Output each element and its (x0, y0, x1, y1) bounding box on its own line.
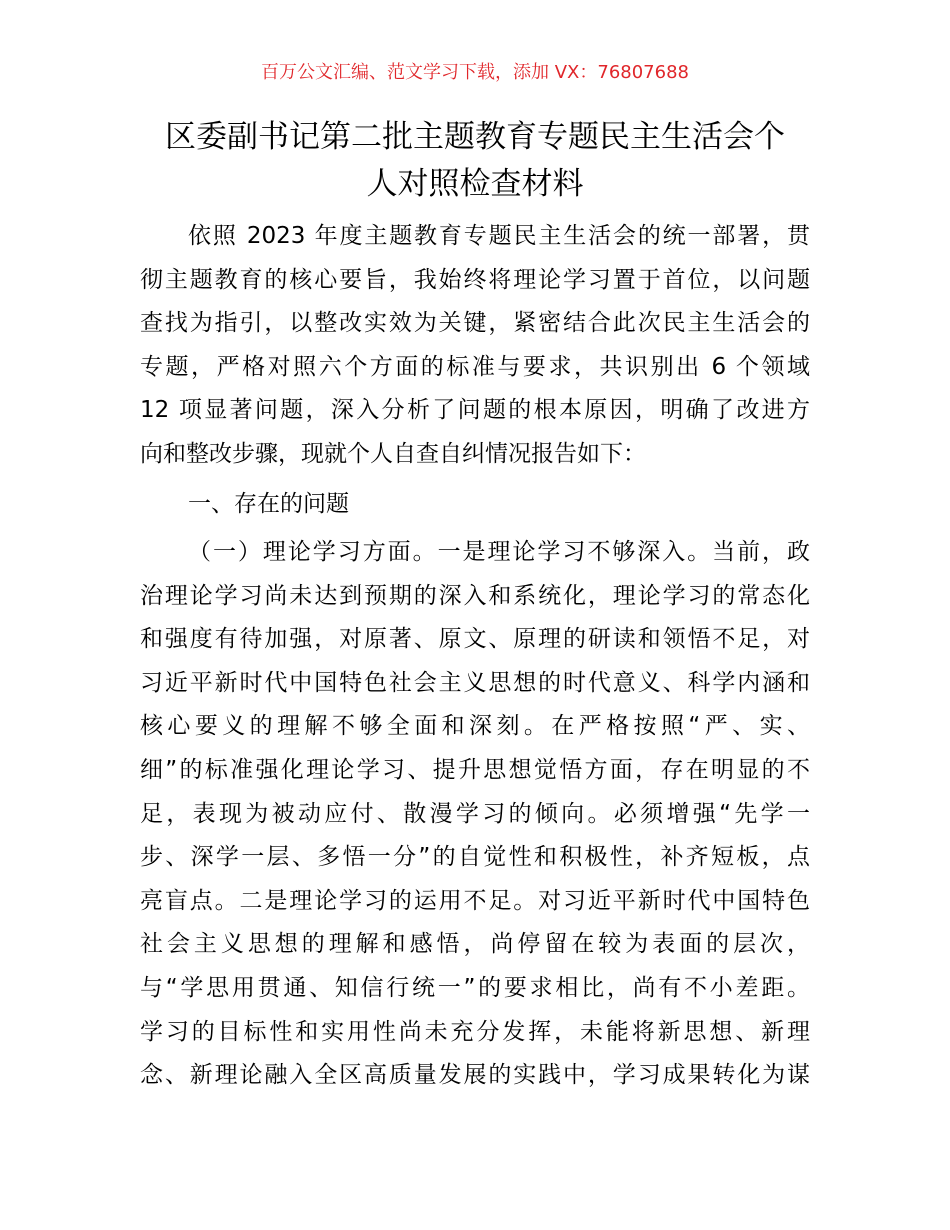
text-line: 步、深学一层、多悟一分”的自觉性和积极性，补齐短板，点 (140, 844, 810, 871)
text-line: 细”的标准强化理论学习、提升思想觉悟方面，存在明显的不 (140, 756, 810, 783)
text-line: 彻主题教育的核心要旨，我始终将理论学习置于首位，以问题 (140, 266, 810, 293)
text-line: 亮盲点。二是理论学习的运用不足。对习近平新时代中国特色 (140, 887, 810, 914)
section-1-paragraph (140, 531, 810, 1098)
text-line: 向和整改步骤，现就个人自查自纠情况报告如下： (140, 440, 646, 467)
text-line: 查找为指引，以整改实效为关键，紧密结合此次民主生活会的 (140, 310, 810, 337)
intro-paragraph (140, 215, 810, 477)
title-line: 区委副书记第二批主题教育专题民主生活会个 (165, 119, 785, 155)
title-line: 人对照检查材料 (366, 166, 584, 202)
text-line: 专题，严格对照六个方面的标准与要求，共识别出 6 个领域 (140, 353, 810, 380)
text-line: 念、新理论融入全区高质量发展的实践中，学习成果转化为谋 (140, 1062, 810, 1089)
text-line: 习近平新时代中国特色社会主义思想的时代意义、科学内涵和 (140, 669, 810, 696)
document-title (130, 114, 820, 208)
text-line: 与“学思用贯通、知信行统一”的要求相比，尚有不小差距。 (140, 974, 810, 1001)
text-line: 足，表现为被动应付、散漫学习的倾向。必须增强“先学一 (140, 800, 810, 827)
text-line: 社会主义思想的理解和感悟，尚停留在较为表面的层次， (140, 931, 810, 958)
section-heading (140, 483, 810, 527)
heading-text: 一、存在的问题 (188, 491, 349, 517)
text-line: 学习的目标性和实用性尚未充分发挥，未能将新思想、新理 (140, 1018, 810, 1045)
text-line: 依照 2023 年度主题教育专题民主生活会的统一部署，贯 (188, 223, 810, 249)
text-line: 12 项显著问题，深入分析了问题的根本原因，明确了改进方 (140, 397, 810, 424)
text-line: 和强度有待加强，对原著、原文、原理的研读和领悟不足，对 (140, 626, 810, 653)
text-line: （一）理论学习方面。一是理论学习不够深入。当前，政 (188, 539, 810, 565)
watermark-banner: 百万公文汇编、范文学习下载，添加 VX：76807688 (261, 62, 689, 83)
text-line: 治理论学习尚未达到预期的深入和系统化，理论学习的常态化 (140, 582, 810, 609)
text-line: 核心要义的理解不够全面和深刻。在严格按照“严、实、 (140, 713, 810, 740)
